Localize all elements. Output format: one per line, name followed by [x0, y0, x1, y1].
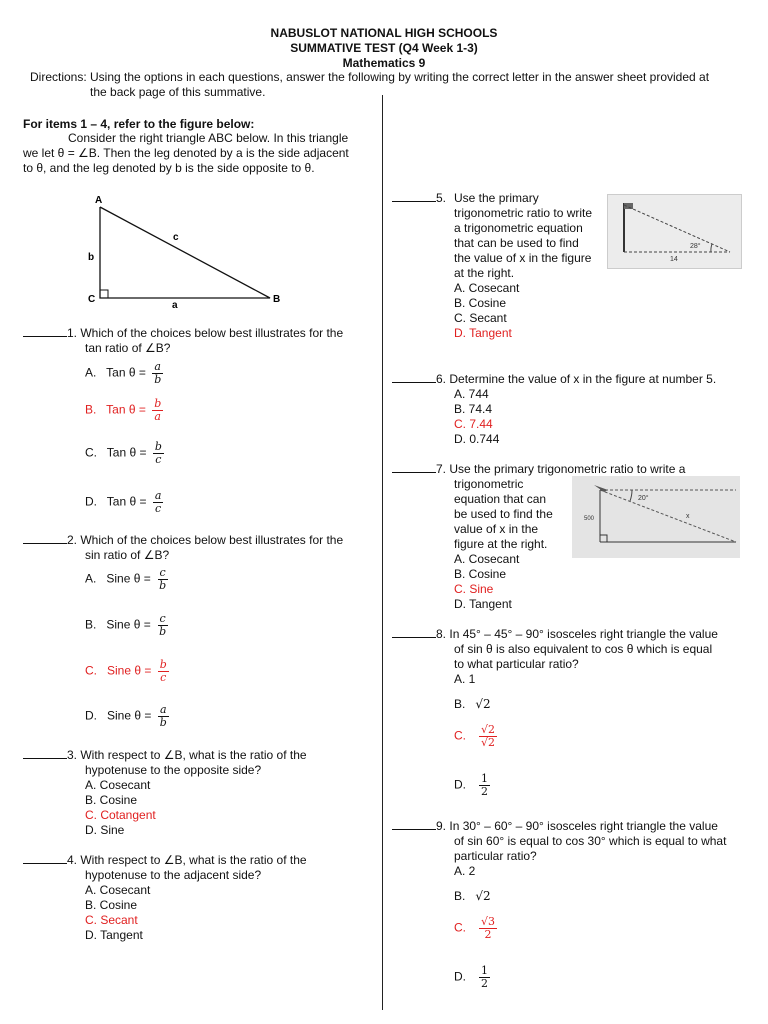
question-1-line-2: tan ratio of ∠B?	[85, 341, 171, 355]
question-6: 6. Determine the value of x in the figure at number 5.	[392, 372, 716, 387]
question-9-line-2: of sin 60° is equal to cos 30° which is equal to what	[454, 834, 727, 848]
q4-option-a: A. Cosecant	[85, 883, 151, 897]
question-5-text: Use the primary trigonometric ratio to write a trigonometric equation that can be used to find the value of x in the figure at the right.	[454, 191, 593, 280]
q3-option-d: D. Sine	[85, 823, 125, 837]
figure-angle-label: 20°	[638, 495, 649, 502]
q3-option-b: B. Cosine	[85, 793, 138, 807]
q3-option-c: C. Cotangent	[85, 808, 156, 822]
q4-option-d: D. Tangent	[85, 928, 143, 942]
question-2-line-2: sin ratio of ∠B?	[85, 548, 170, 562]
side-a-label: a	[172, 300, 178, 311]
question-7: 7. Use the primary trigonometric ratio to write a	[392, 462, 685, 477]
q8-option-c: C. $\frac{√2}{√2}$	[454, 723, 496, 749]
q6-option-a: A. 744	[454, 387, 489, 401]
q5-option-b: B. Cosine	[454, 296, 507, 310]
q4-option-c: C. Secant	[85, 913, 138, 927]
vertex-a-label: A	[95, 195, 103, 206]
vertex-b-label: B	[273, 294, 281, 305]
side-c-label: c	[173, 232, 179, 243]
q3-option-a: A. Cosecant	[85, 778, 151, 792]
q8-option-a: A. 1	[454, 672, 476, 686]
q1-option-d: D. Tan θ = $\frac{a}{c}$	[85, 489, 162, 515]
answer-blank[interactable]	[392, 372, 436, 383]
q6-option-c: C. 7.44	[454, 417, 493, 431]
question-8: 8. In 45° – 45° – 90° isosceles right triangle the value	[392, 627, 718, 642]
side-b-label: b	[88, 252, 95, 263]
q6-option-d: D. 0.744	[454, 432, 500, 446]
q4-option-b: B. Cosine	[85, 898, 138, 912]
q8-option-b: B. √2	[454, 697, 491, 711]
q7-option-d: D. Tangent	[454, 597, 512, 611]
answer-blank[interactable]	[23, 326, 67, 337]
intro-line-1: Consider the right triangle ABC below. In this triangle	[68, 131, 349, 145]
question-9: 9. In 30° – 60° – 90° isosceles right triangle the value	[392, 819, 718, 834]
figure-x-label: x	[686, 513, 690, 520]
q1-option-b: B. Tan θ = $\frac{b}{a}$	[85, 397, 162, 423]
q1-option-c: C. Tan θ = $\frac{b}{c}$	[85, 440, 162, 466]
question-8-line-3: to what particular ratio?	[454, 657, 579, 671]
intro-line-3: to θ, and the leg denoted by b is the side opposite to θ.	[23, 161, 315, 175]
intro-heading: For items 1 – 4, refer to the figure below:	[23, 117, 255, 131]
question-9-line-3: particular ratio?	[454, 849, 537, 863]
q2-option-c: C. Sine θ = $\frac{b}{c}$	[85, 658, 167, 684]
question-3-line-2: hypotenuse to the opposite side?	[85, 763, 262, 777]
q2-option-d: D. Sine θ = $\frac{a}{b}$	[85, 703, 167, 729]
question-8-line-2: of sin θ is also equivalent to cos θ which is equal	[454, 642, 713, 656]
school-name: NABUSLOT NATIONAL HIGH SCHOOLS	[270, 26, 498, 40]
answer-blank[interactable]	[23, 748, 67, 759]
directions-line-1: Directions: Using the options in each questions, answer the following by writing the correct letter in the answer sheet provided at	[30, 70, 710, 84]
answer-blank[interactable]	[392, 819, 436, 830]
q2-option-b: B. Sine θ = $\frac{c}{b}$	[85, 612, 167, 638]
q7-option-b: B. Cosine	[454, 567, 507, 581]
q7-option-a: A. Cosecant	[454, 552, 520, 566]
answer-blank[interactable]	[392, 191, 436, 202]
vertex-c-label: C	[88, 294, 96, 305]
q1-option-a: A. Tan θ = $\frac{a}{b}$	[85, 360, 162, 386]
q9-option-a: A. 2	[454, 864, 476, 878]
figure-angle-label: 28°	[690, 243, 701, 250]
intro-line-2: we let θ = ∠B. Then the leg denoted by a is the side adjacent	[23, 146, 349, 160]
triangle-abc-figure	[80, 190, 290, 315]
question-5: 5.	[392, 191, 446, 206]
figure-height-label: 500	[584, 516, 595, 522]
answer-blank[interactable]	[23, 533, 67, 544]
q7-option-c: C. Sine	[454, 582, 494, 596]
question-1: 1. Which of the choices below best illustrates for the	[23, 326, 343, 341]
flagpole-shadow-figure	[607, 194, 742, 269]
q5-option-d: D. Tangent	[454, 326, 512, 340]
q9-option-d: D. $\frac{1}{2}$	[454, 964, 489, 990]
question-4: 4. With respect to ∠B, what is the ratio of the	[23, 853, 307, 868]
answer-blank[interactable]	[392, 627, 436, 638]
q2-option-a: A. Sine θ = $\frac{c}{b}$	[85, 566, 167, 592]
answer-blank[interactable]	[392, 462, 436, 473]
question-3: 3. With respect to ∠B, what is the ratio of the	[23, 748, 307, 763]
subject-title: Mathematics 9	[342, 56, 426, 70]
q9-option-b: B. √2	[454, 889, 491, 903]
question-2: 2. Which of the choices below best illustrates for the	[23, 533, 343, 548]
directions-line-2: the back page of this summative.	[90, 85, 266, 99]
question-7-text: trigonometric equation that can be used to find the value of x in the figure at the right.	[454, 477, 553, 551]
figure-base-label: 14	[670, 256, 678, 263]
question-4-line-2: hypotenuse to the adjacent side?	[85, 868, 262, 882]
test-title: SUMMATIVE TEST (Q4 Week 1-3)	[290, 41, 478, 55]
q5-option-a: A. Cosecant	[454, 281, 520, 295]
q8-option-d: D. $\frac{1}{2}$	[454, 772, 489, 798]
q6-option-b: B. 74.4	[454, 402, 493, 416]
airplane-depression-figure	[572, 476, 740, 558]
column-divider	[382, 95, 383, 1010]
q9-option-c: C. $\frac{√3}{2}$	[454, 915, 496, 941]
q5-option-c: C. Secant	[454, 311, 507, 325]
answer-blank[interactable]	[23, 853, 67, 864]
